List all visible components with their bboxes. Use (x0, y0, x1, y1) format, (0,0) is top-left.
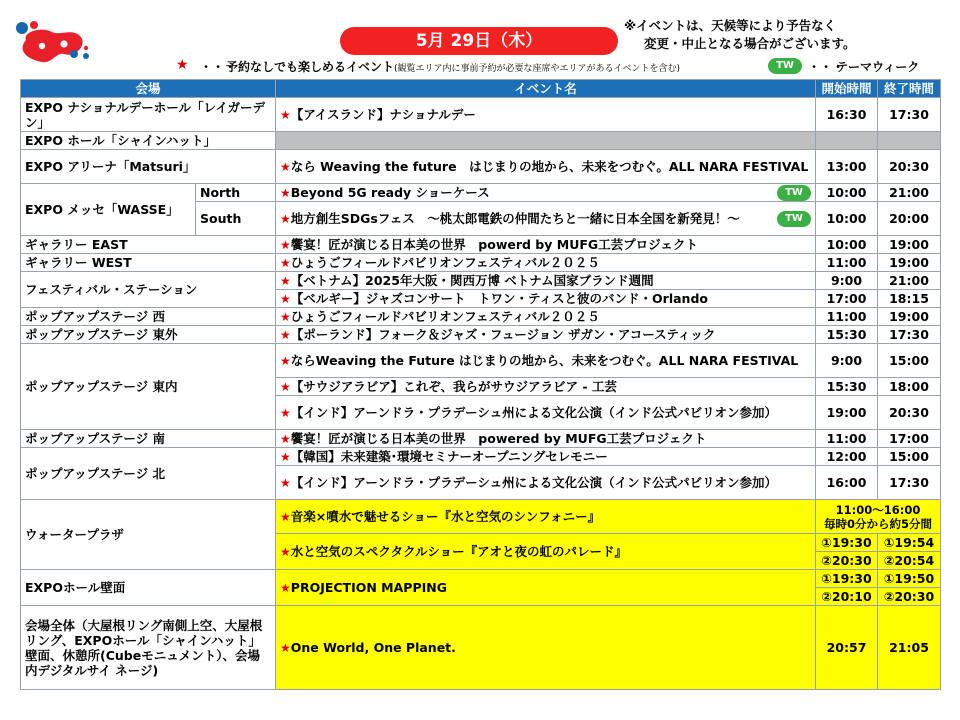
event-cell (276, 326, 816, 344)
end-time: 18:15 (878, 290, 941, 308)
tw-badge-icon: TW (777, 185, 811, 201)
table-row (21, 430, 941, 448)
event-name: 【ベトナム】2025年大阪・関西万博 ベトナム国家ブランド週間 (290, 272, 654, 288)
venue-cell: EXPOホール壁面 (21, 570, 276, 606)
venue-cell: フェスティバル・ステーション (21, 272, 276, 308)
star-icon: ★ (280, 185, 291, 200)
event-name: 【ポーランド】フォーク＆ジャズ・フュージョン ザガン・アコースティック (290, 326, 716, 342)
event-name: Beyond 5G ready ショーケース (290, 184, 490, 200)
end-time: ②20:54 (878, 552, 941, 570)
star-icon: ★ (280, 211, 291, 226)
table-row (21, 150, 941, 184)
star-icon: ★ (280, 379, 291, 394)
venue-cell: ポップアップステージ 北 (21, 448, 276, 500)
start-time: 9:00 (816, 344, 878, 378)
star-icon: ★ (280, 431, 291, 446)
end-time: 17:30 (878, 466, 941, 500)
event-name: One World, One Planet. (290, 639, 456, 655)
end-time: 15:00 (878, 344, 941, 378)
venue-cell: ギャラリー EAST (21, 236, 276, 254)
start-time: 17:00 (816, 290, 878, 308)
venue-cell: ポップアップステージ 西 (21, 308, 276, 326)
end-time: 15:00 (878, 448, 941, 466)
end-time: 20:30 (878, 396, 941, 430)
start-time: 13:00 (816, 150, 878, 184)
table-row (21, 236, 941, 254)
legend-description (226, 58, 680, 75)
star-icon: ★ (280, 449, 291, 464)
event-name: 【インド】アーンドラ・プラデーシュ州による文化公演（インド公式パビリオン参加） (290, 474, 778, 490)
end-time: 19:00 (878, 254, 941, 272)
start-time: 11:00 (816, 430, 878, 448)
event-name: 地方創生SDGsフェス ～桃太郎電鉄の仲間たちと一緒に日本全国を新発見！～ (290, 210, 740, 226)
header-start: 開始時間 (816, 80, 878, 98)
event-name: 【インド】アーンドラ・プラデーシュ州による文化公演（インド公式パビリオン参加） (290, 404, 778, 420)
legend-description-note: (観覧エリア内に事前予約が必要な座席やエリアがあるイベントを含む) (394, 64, 681, 74)
event-cell (276, 184, 816, 202)
time-span: 11:00～16:00 (835, 502, 921, 517)
sub-venue-cell: South (196, 202, 276, 236)
table-row (21, 326, 941, 344)
tw-badge-icon: TW (768, 58, 802, 74)
star-icon: ★ (280, 405, 291, 420)
time-span-note: 毎時0分から約5分間 (824, 516, 933, 531)
event-cell (276, 308, 816, 326)
event-cell (276, 396, 816, 430)
table-row (21, 184, 941, 202)
star-icon: ★ (176, 57, 189, 73)
end-time: 17:00 (878, 430, 941, 448)
venue-cell: ポップアップステージ 南 (21, 430, 276, 448)
venue-cell: ポップアップステージ 東外 (21, 326, 276, 344)
start-time: 10:00 (816, 184, 878, 202)
start-time (816, 132, 878, 150)
table-row (21, 570, 941, 588)
event-cell (276, 344, 816, 378)
notice-line-2: 変更・中止となる場合がございます。 (644, 36, 856, 51)
event-name: ひょうごフィールドパビリオンフェスティバル２０２５ (290, 254, 600, 270)
event-name: なら Weaving the future はじまりの地から、未来をつむぐ。ALL NARA FESTIVAL (290, 158, 809, 174)
legend (176, 58, 952, 76)
start-time: 19:00 (816, 396, 878, 430)
event-name: PROJECTION MAPPING (290, 579, 447, 595)
end-time: 19:00 (878, 308, 941, 326)
event-cell (276, 606, 816, 690)
venue-cell: EXPO ナショナルデーホール「レイガーデン」 (21, 98, 276, 132)
table-row (21, 606, 941, 690)
event-cell (276, 448, 816, 466)
start-time: 11:00 (816, 254, 878, 272)
event-name: 【アイスランド】ナショナルデー (290, 106, 476, 122)
end-time: 20:00 (878, 202, 941, 236)
date-badge: 5月 29日（木） (340, 27, 618, 55)
start-time: 16:00 (816, 466, 878, 500)
table-row (21, 254, 941, 272)
table-row (21, 308, 941, 326)
event-cell (276, 272, 816, 290)
event-name: ひょうごフィールドパビリオンフェスティバル２０２５ (290, 308, 600, 324)
event-cell (276, 500, 816, 534)
end-time: 21:00 (878, 272, 941, 290)
star-icon: ★ (280, 327, 291, 342)
notice-line-1: ※イベントは、天候等により予告なく (624, 18, 837, 33)
table-row (21, 500, 941, 534)
end-time: 17:30 (878, 326, 941, 344)
start-time: ②20:30 (816, 552, 878, 570)
start-time: 10:00 (816, 236, 878, 254)
start-time: 15:30 (816, 326, 878, 344)
table-header-row (21, 80, 941, 98)
start-time: 20:57 (816, 606, 878, 690)
start-time: 12:00 (816, 448, 878, 466)
legend-description-text: 予約なしでも楽しめるイベント (226, 60, 395, 74)
end-time: ①19:50 (878, 570, 941, 588)
star-icon: ★ (280, 309, 291, 324)
star-icon: ★ (280, 159, 291, 174)
tw-badge-icon: TW (777, 211, 811, 227)
event-cell (276, 236, 816, 254)
header-event: イベント名 (276, 80, 816, 98)
star-icon: ★ (280, 580, 291, 595)
end-time: 18:00 (878, 378, 941, 396)
start-time: 10:00 (816, 202, 878, 236)
star-icon: ★ (280, 353, 291, 368)
table-row (21, 132, 941, 150)
end-time: 19:00 (878, 236, 941, 254)
start-time: 15:30 (816, 378, 878, 396)
legend-dots: ・・・ (200, 60, 237, 74)
start-time: 9:00 (816, 272, 878, 290)
table-row (21, 448, 941, 466)
event-name: 【ベルギー】ジャズコンサート トワン・ティスと彼のバンド・Orlando (290, 290, 708, 306)
star-icon: ★ (280, 273, 291, 288)
notice (624, 17, 954, 53)
venue-cell: EXPO アリーナ「Matsuri」 (21, 150, 276, 184)
start-time: 16:30 (816, 98, 878, 132)
star-icon: ★ (280, 640, 291, 655)
end-time: 20:30 (878, 150, 941, 184)
start-time: ①19:30 (816, 534, 878, 552)
header-venue: 会場 (21, 80, 276, 98)
event-name: 饗宴！匠が演じる日本美の世界 powerd by MUFG工芸プロジェクト (290, 236, 698, 252)
start-time: ②20:10 (816, 588, 878, 606)
table-row (21, 344, 941, 378)
event-name: 【サウジアラビア】これぞ、我らがサウジアラビア - 工芸 (290, 378, 617, 394)
end-time: 17:30 (878, 98, 941, 132)
table-row (21, 98, 941, 132)
legend-tw-description: テーマウィーク (836, 60, 920, 74)
event-cell (276, 570, 816, 606)
event-cell (276, 98, 816, 132)
end-time: ②20:30 (878, 588, 941, 606)
time-span-cell (816, 500, 941, 534)
start-time: ①19:30 (816, 570, 878, 588)
end-time: ①19:54 (878, 534, 941, 552)
end-time: 21:05 (878, 606, 941, 690)
venue-cell: EXPO メッセ「WASSE」 (21, 184, 196, 236)
header-end: 終了時間 (878, 80, 941, 98)
table-row (21, 272, 941, 290)
event-name: ならWeaving the Future はじまりの地から、未来をつむぐ。ALL NARA FESTIVAL (290, 352, 799, 368)
star-icon: ★ (280, 291, 291, 306)
legend-dots-tw: ・・・ (808, 60, 845, 74)
start-time: 11:00 (816, 308, 878, 326)
event-cell (276, 132, 816, 150)
event-cell (276, 534, 816, 570)
event-schedule-table (20, 79, 941, 690)
event-cell (276, 290, 816, 308)
event-name: 【韓国】未来建築･環境セミナーオープニングセレモニー (290, 448, 608, 464)
event-name: 饗宴！匠が演じる日本美の世界 powered by MUFG工芸プロジェクト (290, 430, 707, 446)
star-icon: ★ (280, 255, 291, 270)
star-icon: ★ (280, 107, 291, 122)
star-icon: ★ (280, 237, 291, 252)
event-cell (276, 378, 816, 396)
event-cell (276, 466, 816, 500)
event-cell (276, 202, 816, 236)
expo-logo (12, 18, 94, 68)
event-cell (276, 430, 816, 448)
venue-cell: ウォータープラザ (21, 500, 276, 570)
star-icon: ★ (280, 475, 291, 490)
venue-cell: ポップアップステージ 東内 (21, 344, 276, 430)
end-time: 21:00 (878, 184, 941, 202)
star-icon: ★ (280, 509, 291, 524)
end-time (878, 132, 941, 150)
venue-cell: EXPO ホール「シャインハット」 (21, 132, 276, 150)
sub-venue-cell: North (196, 184, 276, 202)
venue-cell: 会場全体（大屋根リング南側上空、大屋根リング、EXPOホール「シャインハット」壁面、休憩所(Cubeモニュメント）、会場内デジタルサイ ネージ) (21, 606, 276, 690)
event-name: 水と空気のスペクタクルショー『アオと夜の虹のパレード』 (290, 543, 627, 559)
event-name: 音楽×噴水で魅せるショー『水と空気のシンフォニー』 (290, 508, 601, 524)
star-icon: ★ (280, 544, 291, 559)
venue-cell: ギャラリー WEST (21, 254, 276, 272)
event-cell (276, 150, 816, 184)
event-cell (276, 254, 816, 272)
